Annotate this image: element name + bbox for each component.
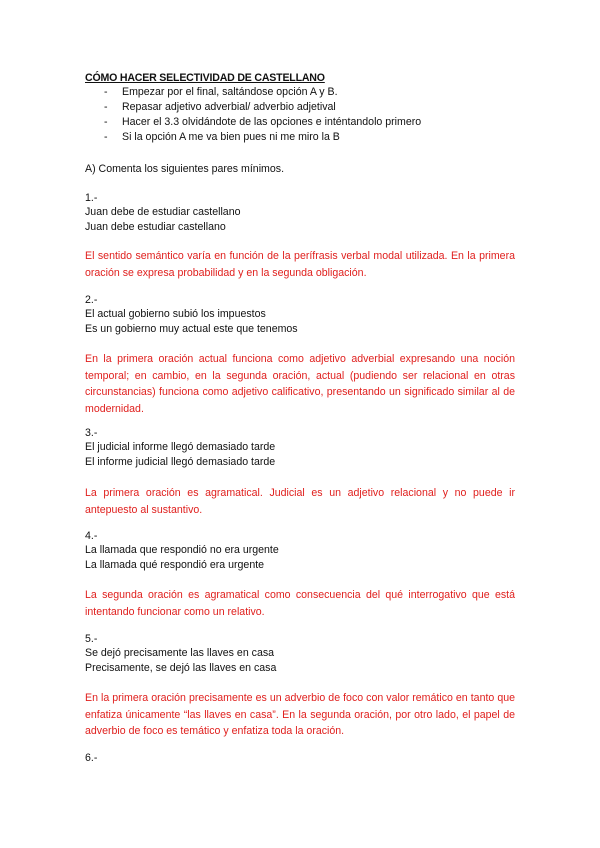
- answer-text: En la primera oración actual funciona como adjetivo adverbial expresando una noción temporal; en cambio, en la segunda oración, actual (pudiendo ser relacional en otras circunstancias) funciona como adjetivo calificativo, presentando un significado similar al de modernidad.: [85, 353, 515, 415]
- item-number: 1.-: [85, 192, 98, 204]
- tip-item: [104, 131, 340, 144]
- example-sentence: El informe judicial llegó demasiado tarde: [85, 456, 276, 468]
- tip-item: [104, 101, 336, 114]
- answer-text: En la primera oración precisamente es un adverbio de foco con valor remático en tanto que enfatiza únicamente “las llaves en casa”. En la segunda oración, por otro lado, el papel de adverbio de foco es temático y enfatiza toda la oración.: [85, 692, 515, 737]
- example-sentence: Es un gobierno muy actual este que tenemos: [85, 323, 298, 335]
- answer-text: La segunda oración es agramatical como consecuencia del qué interrogativo que está intentando funcionar como un relativo.: [85, 589, 515, 618]
- page-title: CÓMO HACER SELECTIVIDAD DE CASTELLANO: [85, 72, 325, 84]
- example-sentence: El judicial informe llegó demasiado tarde: [85, 441, 276, 453]
- tip-text: Repasar adjetivo adverbial/ adverbio adjetival: [122, 101, 336, 113]
- item-number: 4.-: [85, 530, 98, 542]
- item-number: 3.-: [85, 427, 98, 439]
- answer-text: El sentido semántico varía en función de la perífrasis verbal modal utilizada. En la primera oración se expresa probabilidad y en la segunda obligación.: [85, 250, 515, 279]
- dash-bullet-icon: -: [104, 86, 108, 98]
- example-sentence: La llamada qué respondió era urgente: [85, 559, 265, 571]
- tip-item: [104, 86, 338, 99]
- tip-text: Empezar por el final, saltándose opción A y B.: [122, 86, 338, 98]
- item-number: 5.-: [85, 633, 98, 645]
- answer-text: La primera oración es agramatical. Judicial es un adjetivo relacional y no puede ir antepuesto al sustantivo.: [85, 487, 515, 516]
- tip-text: Si la opción A me va bien pues ni me miro la B: [122, 131, 340, 143]
- example-sentence: La llamada que respondió no era urgente: [85, 544, 279, 556]
- item-number: 6.-: [85, 752, 98, 764]
- example-sentence: Precisamente, se dejó las llaves en casa: [85, 662, 277, 674]
- example-sentence: El actual gobierno subió los impuestos: [85, 308, 266, 320]
- tip-item: [104, 116, 421, 129]
- dash-bullet-icon: -: [104, 101, 108, 113]
- example-sentence: Se dejó precisamente las llaves en casa: [85, 647, 275, 659]
- dash-bullet-icon: -: [104, 131, 108, 143]
- instruction-text: A) Comenta los siguientes pares mínimos.: [85, 163, 285, 175]
- example-sentence: Juan debe de estudiar castellano: [85, 206, 241, 218]
- example-sentence: Juan debe estudiar castellano: [85, 221, 226, 233]
- tip-text: Hacer el 3.3 olvidándote de las opciones e inténtandolo primero: [122, 116, 422, 128]
- item-number: 2.-: [85, 294, 98, 306]
- dash-bullet-icon: -: [104, 116, 108, 128]
